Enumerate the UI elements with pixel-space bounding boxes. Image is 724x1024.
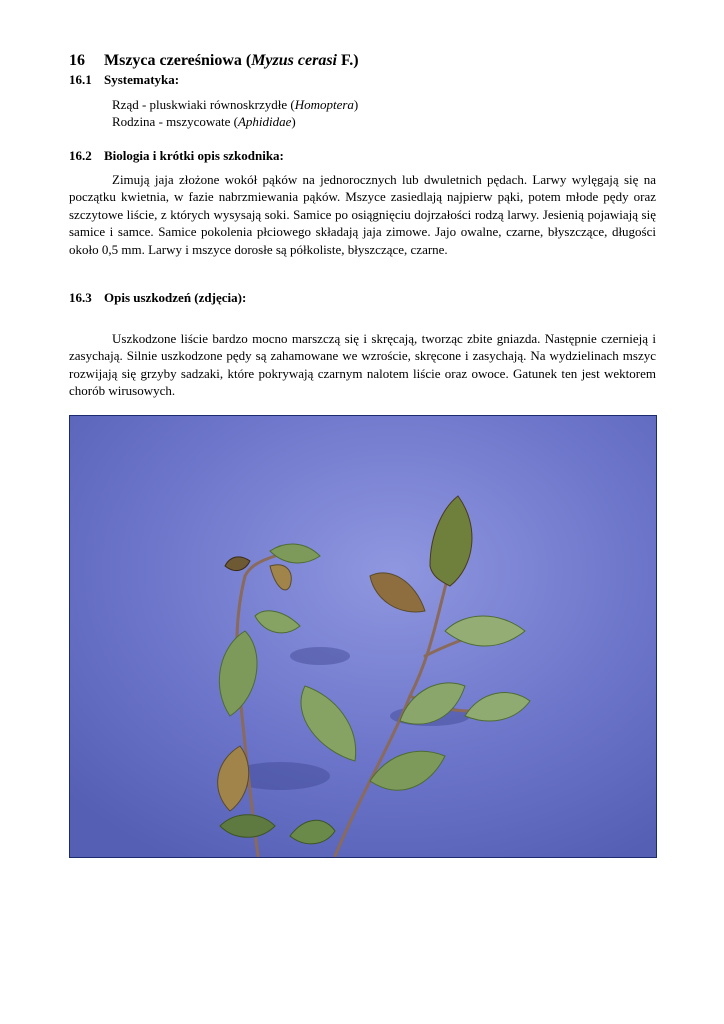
order-line	[112, 97, 358, 113]
cherry-shoot-illustration	[70, 416, 657, 858]
biology-number: 16.2	[69, 148, 92, 163]
title-pre: Mszyca czereśniowa (	[104, 52, 252, 69]
damage-paragraph: Uszkodzone liście bardzo mocno marszczą się i skręcają, tworząc zbite gniazda. Następnie czernieją i zasychają. Silnie uszkodzone pędy są zahamowane we wzroście, skręcone i zasychają. Na wydzielinach mszyc rozwijają się grzyby sadzaki, które pokrywają czarnym nalotem liście oraz owoce. Gatunek ten jest wektorem chorób wirusowych.	[69, 331, 656, 399]
family-pre: Rodzina - mszycowate (	[112, 114, 238, 129]
family-post: )	[291, 114, 296, 129]
damage-heading-text: Opis uszkodzeń (zdjęcia):	[104, 290, 247, 305]
order-latin: Homoptera	[294, 97, 354, 112]
systematics-heading-text: Systematyka:	[104, 72, 180, 87]
order-post: )	[353, 97, 359, 112]
damage-photo	[69, 415, 657, 858]
damage-heading	[69, 290, 246, 306]
order-pre: Rząd - pluskwiaki równoskrzydłe (	[112, 97, 295, 112]
section-number: 16	[69, 52, 85, 69]
biology-heading-text: Biologia i krótki opis szkodnika:	[104, 148, 284, 163]
section-title	[69, 52, 359, 70]
systematics-number: 16.1	[69, 72, 92, 87]
title-post: F.)	[336, 52, 359, 69]
biology-heading	[69, 148, 284, 164]
damage-number: 16.3	[69, 290, 92, 305]
biology-paragraph: Zimują jaja złożone wokół pąków na jednorocznych lub dwuletnich pędach. Larwy wylęgają się na początku kwietnia, w fazie nabrzmiewania pąków. Mszyce zasiedlają najpierw pąki, potem młode pędy oraz szczytowe liście, z których wysysają soki. Samice po osiągnięciu dojrzałości rodzą larwy. Jesienią pojawiają się samice i samce. Samice pokolenia płciowego składają jaja zimowe. Jajo owalne, czarne, błyszczące, długości około 0,5 mm. Larwy i mszyce dorosłe są półkoliste, błyszczące, czarne.	[69, 172, 656, 257]
title-latin: Myzus cerasi	[251, 52, 337, 69]
family-line	[112, 114, 296, 130]
family-latin: Aphididae	[237, 114, 292, 129]
systematics-heading	[69, 72, 179, 88]
